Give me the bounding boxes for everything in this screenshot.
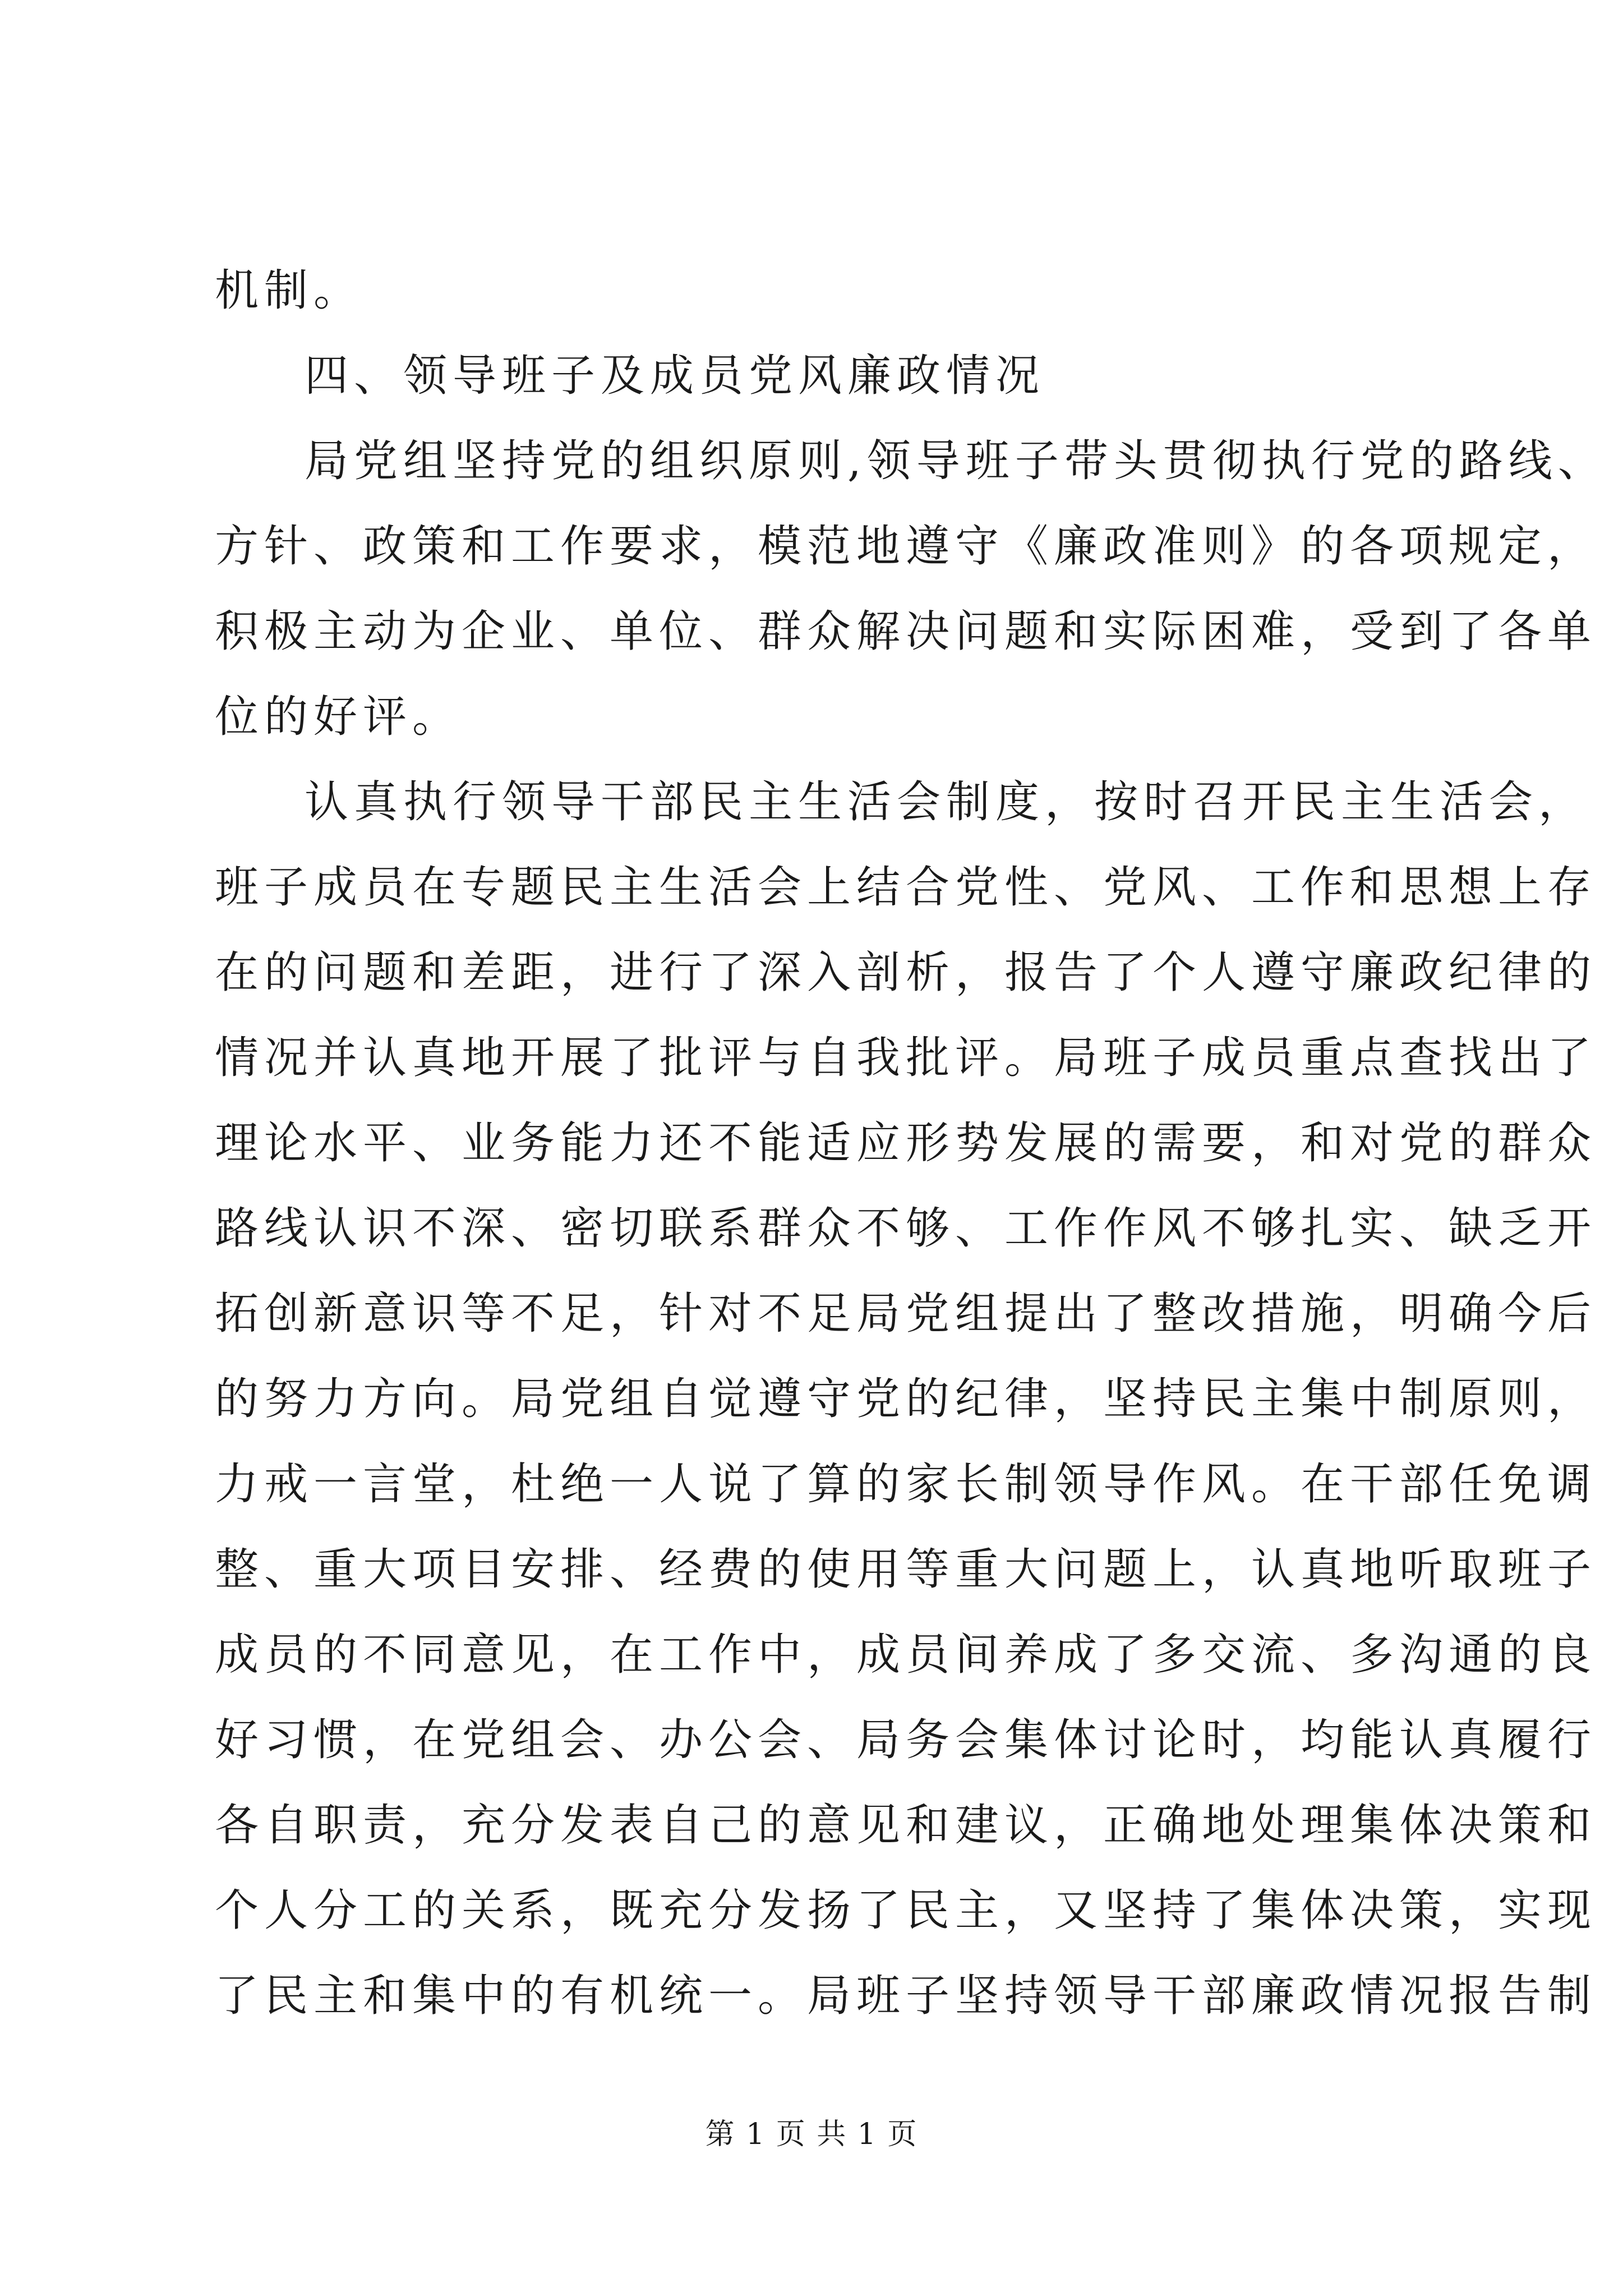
body-line: 位的好评。	[215, 692, 462, 742]
body-line: 积极主动为企业、单位、群众解决问题和实际困难，受到了各单	[215, 606, 1597, 657]
body-line: 情况并认真地开展了批评与自我批评。局班子成员重点查找出了	[215, 1033, 1597, 1083]
body-line: 力戒一言堂，杜绝一人说了算的家长制领导作风。在干部任免调	[215, 1459, 1597, 1510]
body-line: 认真执行领导干部民主生活会制度，按时召开民主生活会，	[305, 777, 1588, 827]
page-footer: 第 1 页 共 1 页	[705, 2118, 918, 2151]
body-line: 了民主和集中的有机统一。局班子坚持领导干部廉政情况报告制	[215, 1971, 1597, 2021]
body-line: 成员的不同意见，在工作中，成员间养成了多交流、多沟通的良	[215, 1630, 1597, 1680]
section-heading: 四、领导班子及成员党风廉政情况	[305, 351, 1045, 401]
body-line: 在的问题和差距，进行了深入剖析，报告了个人遵守廉政纪律的	[215, 947, 1597, 998]
body-line: 各自职责，充分发表自己的意见和建议，正确地处理集体决策和	[215, 1800, 1597, 1851]
body-line: 路线认识不深、密切联系群众不够、工作作风不够扎实、缺乏开	[215, 1203, 1597, 1254]
body-line: 好习惯，在党组会、办公会、局务会集体讨论时，均能认真履行	[215, 1715, 1597, 1765]
body-line: 整、重大项目安排、经费的使用等重大问题上，认真地听取班子	[215, 1544, 1597, 1595]
body-line: 方针、政策和工作要求，模范地遵守《廉政准则》的各项规定，	[215, 521, 1597, 572]
body-line: 拓创新意识等不足，针对不足局党组提出了整改措施，明确今后	[215, 1289, 1597, 1339]
body-line: 班子成员在专题民主生活会上结合党性、党风、工作和思想上存	[215, 862, 1597, 913]
body-line: 的努力方向。局党组自觉遵守党的纪律，坚持民主集中制原则，	[215, 1374, 1597, 1424]
body-line: 理论水平、业务能力还不能适应形势发展的需要，和对党的群众	[215, 1118, 1597, 1168]
body-line: 机制。	[215, 265, 363, 316]
body-line: 个人分工的关系，既充分发扬了民主，又坚持了集体决策，实现	[215, 1885, 1597, 1936]
body-line: 局党组坚持党的组织原则,领导班子带头贯彻执行党的路线、	[305, 436, 1607, 486]
